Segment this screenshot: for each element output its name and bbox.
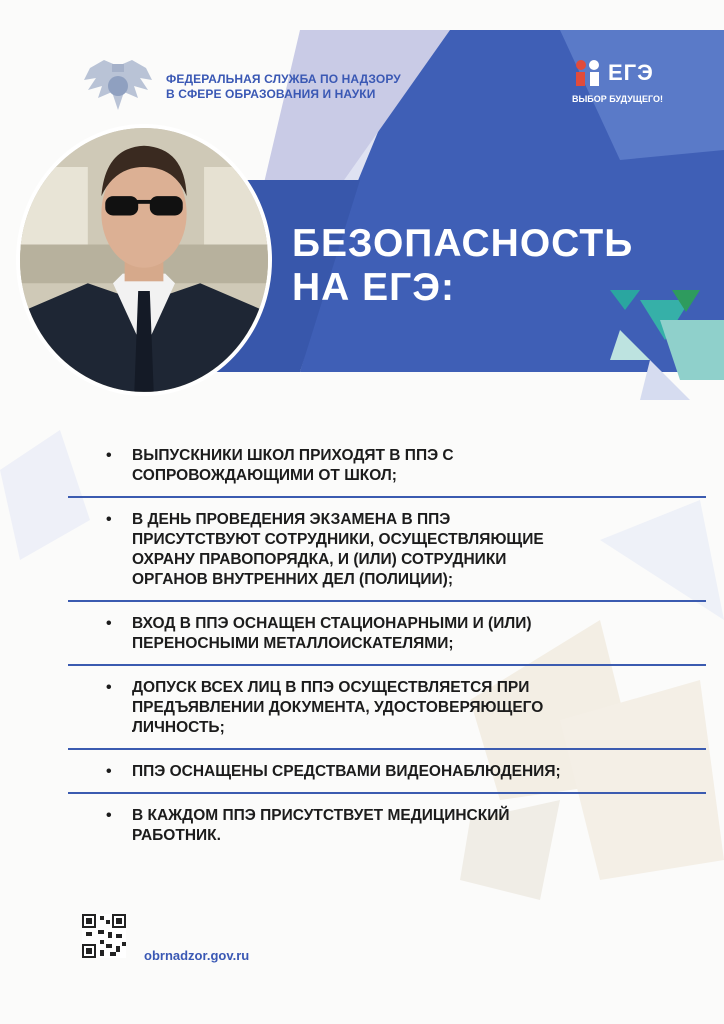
agency-line-2: В СФЕРЕ ОБРАЗОВАНИЯ И НАУКИ [166, 87, 376, 101]
list-item-text: В ДЕНЬ ПРОВЕДЕНИЯ ЭКЗАМЕНА В ППЭ ПРИСУТСТВУЮТ СОТРУДНИКИ, ОСУЩЕСТВЛЯЮЩИЕ ОХРАНУ ПРАВОПОРЯДКА, И (ИЛИ) СОТРУДНИКИ ОРГАНОВ ВНУТРЕННИХ ДЕЛ (ПОЛИЦИИ); [132, 511, 544, 588]
bullet: • [106, 807, 112, 824]
list-item [68, 440, 706, 496]
divider [68, 496, 706, 498]
agency-name [166, 72, 416, 102]
bullet: • [106, 679, 112, 696]
divider [68, 792, 706, 794]
rules-list [68, 440, 706, 856]
list-item [68, 672, 706, 748]
list-item [68, 800, 706, 856]
bullet: • [106, 763, 112, 780]
title-line-2: НА ЕГЭ: [292, 266, 456, 309]
bullet: • [106, 447, 112, 464]
portrait-photo [16, 124, 272, 396]
website-link[interactable]: obrnadzor.gov.ru [144, 948, 250, 963]
emblem-icon [82, 58, 154, 118]
security-officer-photo [20, 128, 268, 392]
logo-subtitle: ВЫБОР БУДУЩЕГО! [572, 94, 663, 104]
agency-line-1: ФЕДЕРАЛЬНАЯ СЛУЖБА ПО НАДЗОРУ [166, 72, 401, 86]
list-item [68, 756, 706, 792]
list-item-text: ДОПУСК ВСЕХ ЛИЦ В ППЭ ОСУЩЕСТВЛЯЕТСЯ ПРИ ПРЕДЪЯВЛЕНИИ ДОКУМЕНТА, УДОСТОВЕРЯЮЩЕГО ЛИЧНОСТЬ; [132, 679, 544, 736]
title-line-1: БЕЗОПАСНОСТЬ [292, 222, 634, 265]
qr-code-icon [82, 914, 126, 958]
page-title [292, 222, 633, 310]
list-item-text: ППЭ ОСНАЩЕНЫ СРЕДСТВАМИ ВИДЕОНАБЛЮДЕНИЯ; [132, 763, 561, 780]
bullet: • [106, 615, 112, 632]
divider [68, 600, 706, 602]
list-item [68, 504, 706, 600]
bullet: • [106, 511, 112, 528]
list-item-text: ВХОД В ППЭ ОСНАЩЕН СТАЦИОНАРНЫМИ И (ИЛИ) ПЕРЕНОСНЫМИ МЕТАЛЛОИСКАТЕЛЯМИ; [132, 615, 532, 652]
logo-text: ЕГЭ [608, 60, 654, 85]
list-item-text: ВЫПУСКНИКИ ШКОЛ ПРИХОДЯТ В ППЭ С СОПРОВОЖДАЮЩИМИ ОТ ШКОЛ; [132, 447, 454, 484]
divider [68, 664, 706, 666]
ege-logo [568, 58, 678, 112]
divider [68, 748, 706, 750]
list-item-text: В КАЖДОМ ППЭ ПРИСУТСТВУЕТ МЕДИЦИНСКИЙ РАБОТНИК. [132, 807, 510, 844]
list-item [68, 608, 706, 664]
ege-logo-icon [572, 58, 612, 90]
